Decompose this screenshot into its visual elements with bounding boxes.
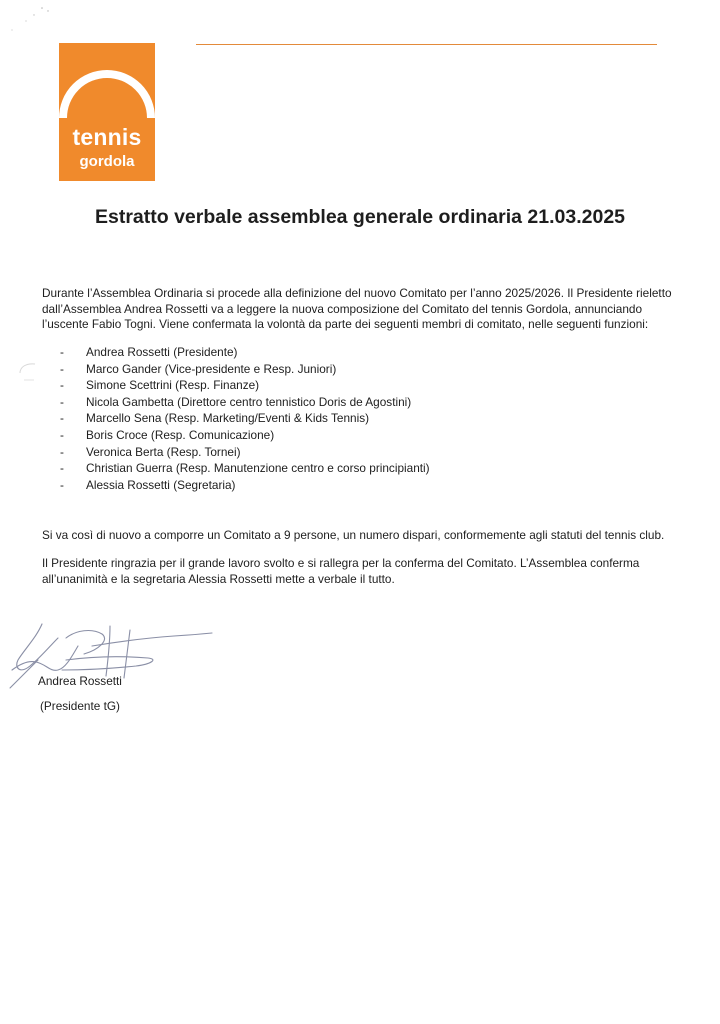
- list-bullet: -: [60, 361, 64, 376]
- hole-punch-mark: [14, 360, 38, 384]
- intro-line: l’uscente Fabio Togni. Viene confermata la volontà da parte dei seguenti membri di comitato, nelle seguenti funzioni:: [42, 317, 649, 331]
- closing-paragraph: [42, 556, 682, 587]
- list-bullet: -: [60, 394, 64, 409]
- signatory-name: Andrea Rossetti: [38, 674, 122, 688]
- list-bullet: -: [60, 477, 64, 492]
- composition-line: Si va così di nuovo a comporre un Comitato a 9 persone, un numero dispari, conformemente agli statuti del tennis club.: [42, 528, 665, 542]
- list-bullet: -: [60, 411, 64, 426]
- signatory-role: (Presidente tG): [40, 699, 120, 713]
- member-entry: Nicola Gambetta (Direttore centro tennistico Doris de Agostini): [86, 394, 412, 409]
- list-item: [60, 394, 430, 411]
- member-entry: Christian Guerra (Resp. Manutenzione centro e corso principianti): [86, 461, 430, 476]
- list-bullet: -: [60, 427, 64, 442]
- list-bullet: -: [60, 378, 64, 393]
- intro-line: dall’Assemblea Andrea Rossetti va a leggere la nuova composizione del Comitato del tennis Gordola, annunciando: [42, 301, 643, 316]
- list-item: [60, 361, 430, 378]
- list-item: [60, 377, 430, 394]
- document-title: Estratto verbale assemblea generale ordinaria 21.03.2025: [94, 206, 626, 228]
- list-item: [60, 444, 430, 461]
- member-entry: Alessia Rossetti (Segretaria): [86, 477, 236, 492]
- list-bullet: -: [60, 444, 64, 459]
- member-entry: Andrea Rossetti (Presidente): [86, 345, 238, 359]
- list-item: [60, 410, 430, 427]
- list-item: [60, 344, 430, 361]
- scan-mark-top-left: [4, 2, 54, 36]
- closing-line: all’unanimità e la segretaria Alessia Rossetti mette a verbale il tutto.: [42, 571, 395, 586]
- logo-subword: gordola: [79, 153, 135, 170]
- list-bullet: -: [60, 345, 64, 359]
- intro-paragraph: [42, 286, 682, 333]
- tennis-gordola-logo: [59, 43, 155, 181]
- list-item: [60, 427, 430, 444]
- committee-members-list: [60, 344, 430, 493]
- header-rule: [196, 44, 657, 45]
- composition-paragraph: [42, 528, 682, 544]
- member-entry: Veronica Berta (Resp. Tornei): [86, 444, 241, 459]
- member-entry: Marcello Sena (Resp. Marketing/Eventi & Kids Tennis): [86, 411, 370, 426]
- intro-line: Durante l’Assemblea Ordinaria si procede alla definizione del nuovo Comitato per l’anno 2025/2026. Il Presidente rieletto: [42, 286, 672, 300]
- logo-word: tennis: [72, 124, 142, 150]
- list-item: [60, 477, 430, 494]
- closing-line: Il Presidente ringrazia per il grande lavoro svolto e si rallegra per la conferma del Comitato. L’Assemblea conferma: [42, 556, 640, 570]
- member-entry: Simone Scettrini (Resp. Finanze): [86, 378, 260, 393]
- member-entry: Marco Gander (Vice-presidente e Resp. Juniori): [86, 361, 337, 376]
- list-item: [60, 460, 430, 477]
- member-entry: Boris Croce (Resp. Comunicazione): [86, 427, 275, 442]
- list-bullet: -: [60, 461, 64, 476]
